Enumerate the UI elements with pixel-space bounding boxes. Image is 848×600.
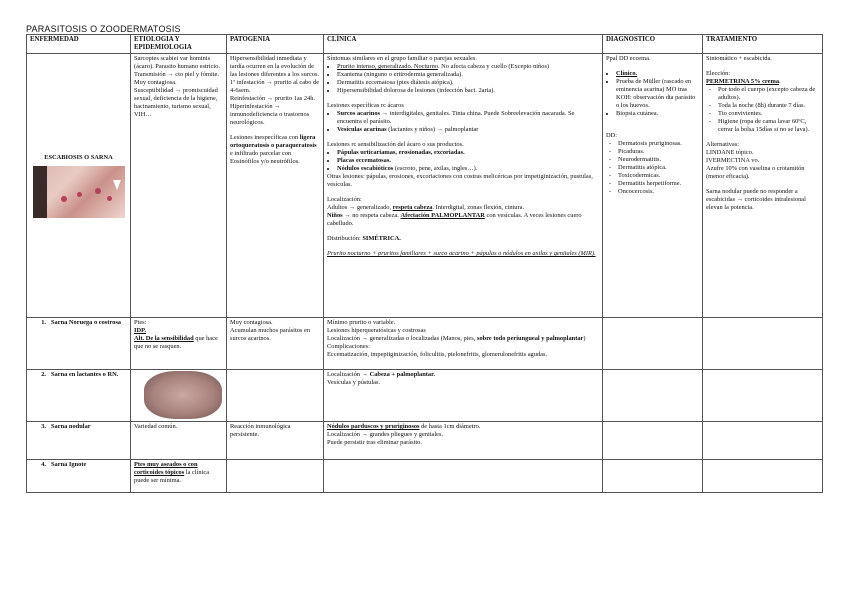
table-row-escabiosis	[27, 54, 823, 318]
header-clinica: CLÍNICA	[324, 35, 603, 54]
header-enfermedad: ENFERMEDAD	[27, 35, 131, 54]
disease-name: Sarna en lactantes o RN.	[51, 371, 119, 378]
diagnosis-cell	[603, 460, 703, 493]
etiology-cell: Ptes: IDP. Alt. De la sensibilidad que hace que no se rasquen.	[131, 318, 227, 370]
header-patogenia: PATOGENIA	[227, 35, 324, 54]
scabies-skin-photo	[33, 166, 125, 218]
disease-cell: 3. Sarna nodular	[27, 422, 131, 460]
clinic-symptom-list: • Prurito intenso, generalizado. Nocturno. No afecta cabeza y cuello (Excepto niños) • Exantema (ninguno o eritrodermia generalizada). • Dermatitis eccematosa (ptes diátesis atópica). • Hipersensibilidad dolorosa de lesiones (infección bact. 2aria).	[327, 63, 599, 95]
document-title: PARASITOSIS O ZOODERMATOSIS	[26, 24, 181, 34]
treatment-cell: Sintomático + escabicida. Elección: PERMETRINA 5% crema. - Por todo el cuerpo (excepto cabeza de adultos). - Toda la noche (8h) durante 7 días. - Tto convivientes. - Higiene (ropa de cama lavar 60ºC, cerrar la bolsa 15días si no se lava). Alternativas: LINDANE tópico. IVERMECTINA vo. Azufre 10% con vaselina o crotamitón (menor eficacia). Sarna nodular puede no responder a escabicidas → corticoides intralesional elevan la potencia.	[703, 54, 823, 318]
clinic-cell: Nódulos parduscos y pruriginosos de hasta 1cm diámetro. Localización → grandes pliegues y genitales. Puede persistir tras eliminar parásito.	[324, 422, 603, 460]
etiology-cell: Sarcoptes scabiei var hominis (ácaro). Parasito humano estricto. Transmisión → cto piel y fómite. Muy contagiosa. Susceptibilidad → promiscuidad sexual, deficiencia de la higiene, hacinamiento, turismo sexual, VIH…	[131, 54, 227, 318]
diagnosis-cell	[603, 370, 703, 422]
etiology-cell: Variedad común.	[131, 422, 227, 460]
infant-skin-photo	[144, 371, 222, 419]
clinic-cell: Mínimo prurito o variable. Lesiones hiperqueratósicas y costrosas Localización → generalizadas o localizadas (Manos, pies, sobre todo periungueal y palmoplantar) Complicaciones: Eccematización, impeptiginización, foliculitis, pielonefritis, glomerulonefritis agudas.	[324, 318, 603, 370]
header-diagnostico: DIAGNOSTICO	[603, 35, 703, 54]
pathogenesis-cell: Hipersensibilidad inmediata y tardía ocurren en la evolución de las lesiones diferentes a los surcos. 1ª infestación → prurito al cabo de 4-6sem. Reinfestación → prurito 1as 24h. Hiperinfestación → inmunodeficiencia o trastornos neurológicos. Lesiones inespecíficas con ligera ortoqueratosis o paraqueratosis e infiltrado parcelar con Eosinófilos y/o neutrófilos.	[227, 54, 324, 318]
header-etiologia: ETIOLOGIA Y EPIDEMIOLOGIA	[131, 35, 227, 54]
treatment-cell	[703, 422, 823, 460]
treatment-list: - Por todo el cuerpo (excepto cabeza de adultos). - Toda la noche (8h) durante 7 días. - Tto convivientes. - Higiene (ropa de cama lavar 60ºC, cerrar la bolsa 15días si no se lava).	[706, 86, 819, 134]
table-row-sarna-ignote	[27, 460, 823, 493]
etiology-cell	[131, 370, 227, 422]
etiology-cell: Ptes muy aseados o con corticoides tópicos la clínica puede ser mínima.	[131, 460, 227, 493]
disease-cell	[27, 54, 131, 318]
table-row-sarna-noruega	[27, 318, 823, 370]
disease-cell: 4. Sarna Ignote	[27, 460, 131, 493]
header-row	[27, 35, 823, 54]
pathogenesis-cell: Muy contagiosa. Acumulan muchos parásitos en surcos acarinos.	[227, 318, 324, 370]
clinic-cell	[324, 460, 603, 493]
arrow-icon	[113, 180, 121, 190]
mir-summary: Prurito nocturno + pruritos familiares + surco acarino + pápulas o nódulos en axilas y genitales (MIR).	[327, 250, 596, 257]
diagnosis-cell: Ppal DD eccema. • Clínico. • Prueba de Müller (rascado en eminencia acarina) MO tras KOH: observación dta parásito o los huevos. • Biopsia cutánea. DD: - Dermatosis pruriginosas. - Picaduras. - Neurodermatitis. - Dermatitis atópica. - Toxicodermicas. - Dermatitis herpetiforme. - Oncocercosis.	[603, 54, 703, 318]
pathogenesis-cell	[227, 460, 324, 493]
clinic-cell: Localización → Cabeza + palmoplantar. Vesículas y pústulas.	[324, 370, 603, 422]
diagnosis-list: • Clínico. • Prueba de Müller (rascado en eminencia acarina) MO tras KOH: observación dta parásito o los huevos. • Biopsia cutánea.	[606, 70, 699, 118]
clinic-cell: Síntomas similares en el grupo familiar o parejas sexuales. • Prurito intenso, generalizado. Nocturno. No afecta cabeza y cuello (Excepto niños) • Exantema (ninguno o eritrodermia generalizada). • Dermatitis eccematosa (ptes diátesis atópica). • Hipersensibilidad dolorosa de lesiones (infección bact. 2aria). Lesiones específicas rc ácaros • Surcos acarinos → interdigitales, genitales. Tinta china. Puede Sobreelevación nacarada. Se encuentra el parásito. • Vesículas acarinas (lactantes y niños) → palmoplantar Lesiones rc sensibilización del ácaro o sus productos. • Pápulas urticariamas, erosionadas, excoriadas. • Placas eccematosas. • Nódulos escabióticos (escroto, pene, axilas, ingles…). Otras lesiones: pápulas, erosiones, excoriaciones con costras melicéricas por impetiginización, pustulas, vesículas. Localización: Adultos → generalizado, respeta cabeza. Interdigital, zonas flexión, cintura. Niños → no respeta cabeza. Afectación PALMOPLANTAR con vesículas. A veces lesiones cuero cabelludo. Distribución: SIMÉTRICA. Prurito nocturno + pruritos familiares + surco acarino + pápulas o nódulos en axilas y genitales (MIR).	[324, 54, 603, 318]
disease-name: ESCABIOSIS O SARNA	[44, 153, 113, 161]
table-row-sarna-lactantes	[27, 370, 823, 422]
diagnosis-cell	[603, 422, 703, 460]
parasitosis-table	[26, 34, 823, 493]
pathogenesis-cell	[227, 370, 324, 422]
disease-name: Sarna Noruega o costrosa	[51, 319, 121, 326]
disease-name: Sarna Ignote	[51, 461, 87, 468]
treatment-cell	[703, 318, 823, 370]
specific-lesion-list: • Surcos acarinos → interdigitales, genitales. Tinta china. Puede Sobreelevación nacarada. Se encuentra el parásito. • Vesículas acarinas (lactantes y niños) → palmoplantar	[327, 110, 599, 134]
pathogenesis-cell: Reacción inmunológica persistente.	[227, 422, 324, 460]
treatment-cell	[703, 460, 823, 493]
disease-cell: 1. Sarna Noruega o costrosa	[27, 318, 131, 370]
diagnosis-cell	[603, 318, 703, 370]
table-row-sarna-nodular	[27, 422, 823, 460]
treatment-cell	[703, 370, 823, 422]
header-tratamiento: TRATAMIENTO	[703, 35, 823, 54]
disease-name: Sarna nodular	[51, 423, 91, 430]
differential-list: - Dermatosis pruriginosas. - Picaduras. - Neurodermatitis. - Dermatitis atópica. - Toxicodermicas. - Dermatitis herpetiforme. - Oncocercosis.	[606, 140, 699, 196]
sensitization-lesion-list: • Pápulas urticariamas, erosionadas, excoriadas. • Placas eccematosas. • Nódulos escabióticos (escroto, pene, axilas, ingles…).	[327, 149, 599, 173]
disease-cell: 2. Sarna en lactantes o RN.	[27, 370, 131, 422]
